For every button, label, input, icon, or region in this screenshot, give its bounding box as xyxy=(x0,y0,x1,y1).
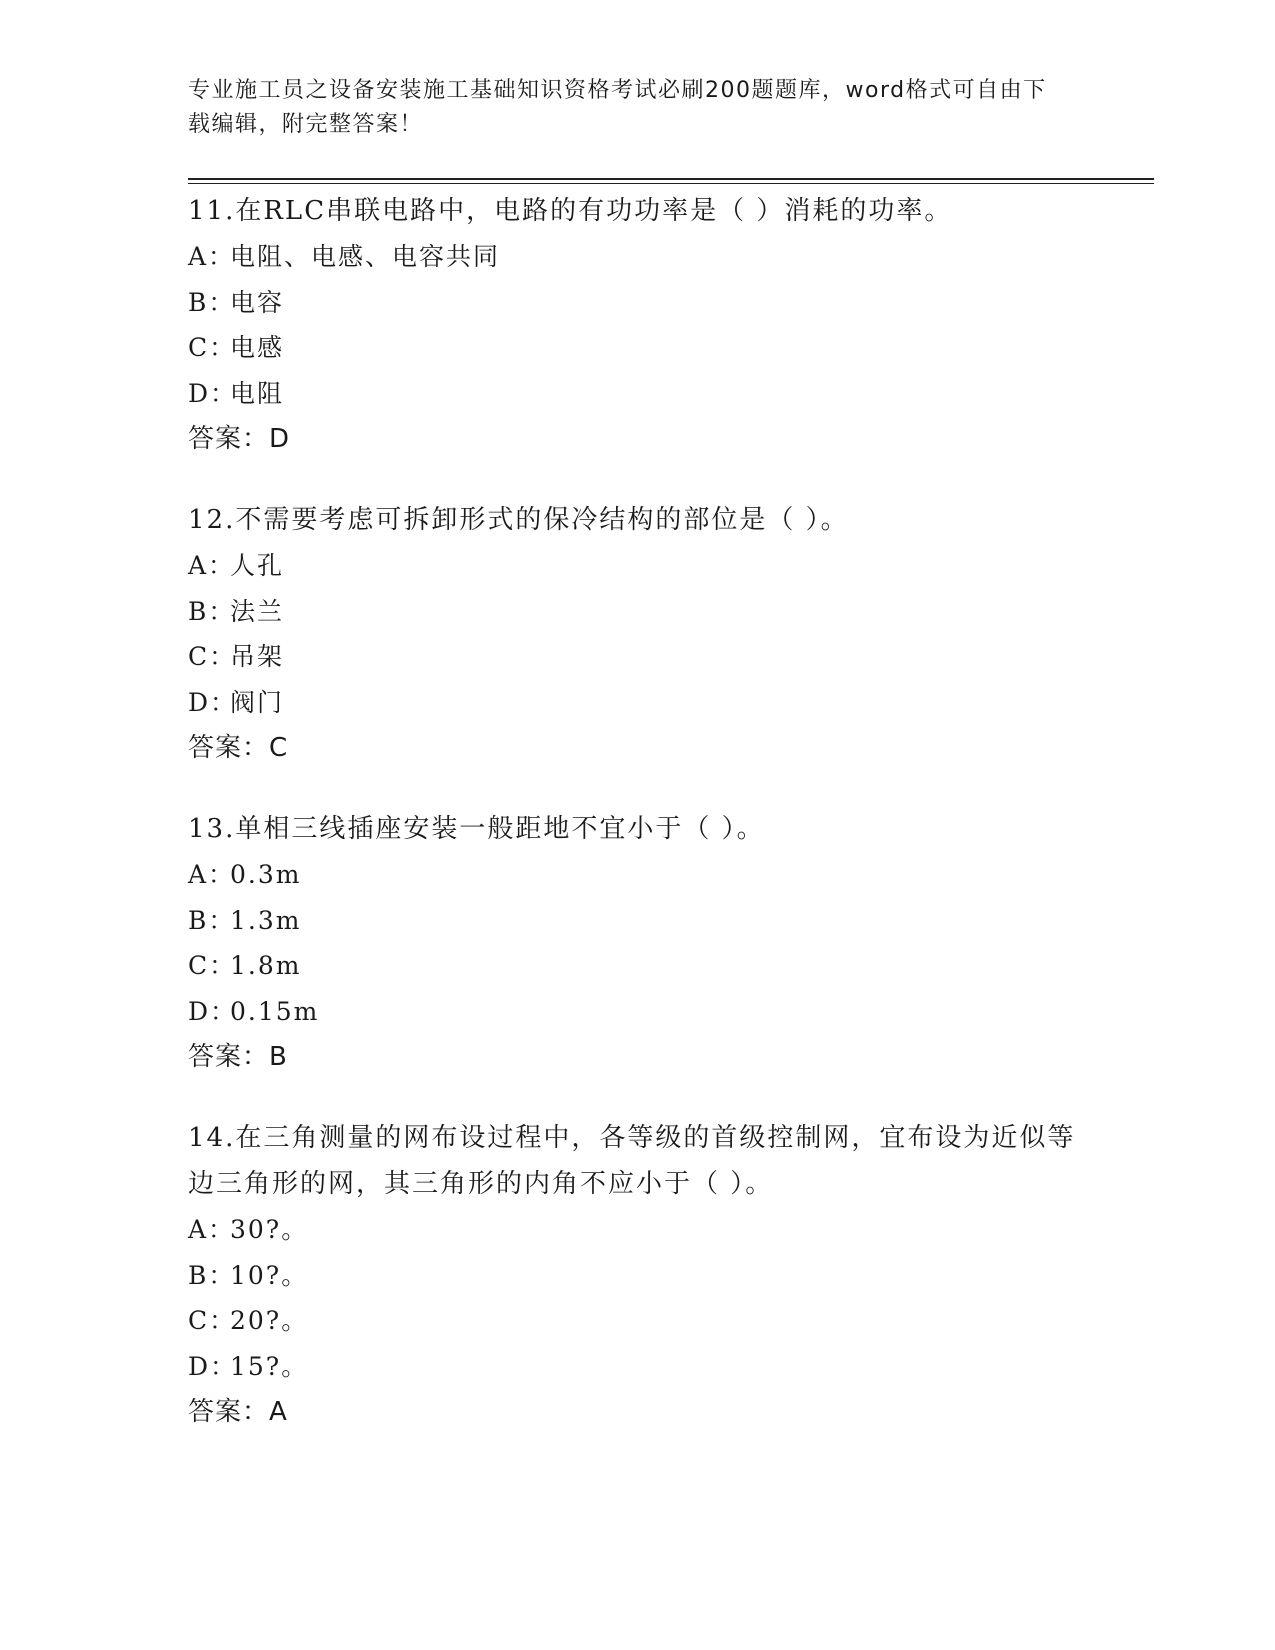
option-label: C： xyxy=(188,333,237,362)
option-text: 电容 xyxy=(230,287,285,317)
answer-option xyxy=(188,280,1088,326)
question-stem: 11.在RLC串联电路中，电路的有功功率是（ ）消耗的功率。 xyxy=(188,196,953,226)
answer-option xyxy=(188,325,1088,371)
option-label: C： xyxy=(188,951,237,980)
answer-option xyxy=(188,989,1088,1035)
question-block xyxy=(188,806,1088,1080)
question-stem: 14.在三角测量的网布设过程中，各等级的首级控制网，宜布设为近似等边三角形的网，其三角形的内角不应小于（ ）。 xyxy=(188,1123,1076,1199)
option-label: A： xyxy=(188,1215,236,1244)
option-text: 1.3m xyxy=(230,905,302,935)
answer-option xyxy=(188,234,1088,280)
answer-prefix: 答案： xyxy=(188,1042,270,1072)
answer-option xyxy=(188,543,1088,589)
answer-option xyxy=(188,852,1088,898)
option-label: C： xyxy=(188,1306,237,1335)
answer-line xyxy=(188,1034,1088,1080)
option-text: 0.15m xyxy=(230,996,320,1026)
question-stem: 12.不需要考虑可拆卸形式的保冷结构的部位是（ ）。 xyxy=(188,505,849,535)
option-label: C： xyxy=(188,642,237,671)
option-text: 人孔 xyxy=(230,551,285,580)
option-text: 吊架 xyxy=(230,642,285,671)
option-label: D： xyxy=(188,687,238,717)
header-divider-thin xyxy=(188,183,1154,184)
option-label: A： xyxy=(188,860,236,889)
option-text: 20?。 xyxy=(230,1306,309,1335)
answer-line xyxy=(188,1389,1088,1435)
answer-option xyxy=(188,371,1088,417)
option-text: 电阻 xyxy=(230,378,285,408)
answer-value: A xyxy=(269,1397,288,1427)
answer-line xyxy=(188,416,1088,462)
answer-prefix: 答案： xyxy=(188,733,270,763)
answer-line xyxy=(188,725,1088,771)
option-text: 电感 xyxy=(230,333,285,362)
answer-value: B xyxy=(269,1042,288,1072)
answer-prefix: 答案： xyxy=(188,424,270,454)
option-label: B： xyxy=(188,287,236,317)
question-block xyxy=(188,497,1088,771)
document-header: 专业施工员之设备安装施工基础知识资格考试必刷200题题库，word格式可自由下载编辑，附完整答案！ xyxy=(188,78,1047,137)
option-text: 0.3m xyxy=(230,860,302,889)
option-text: 15?。 xyxy=(230,1351,309,1381)
option-text: 法兰 xyxy=(230,596,285,626)
answer-value: C xyxy=(269,733,289,763)
option-label: A： xyxy=(188,551,236,580)
option-text: 10?。 xyxy=(230,1260,309,1290)
option-label: B： xyxy=(188,905,236,935)
option-label: D： xyxy=(188,378,238,408)
answer-option xyxy=(188,943,1088,989)
question-block xyxy=(188,188,1088,462)
answer-option xyxy=(188,680,1088,726)
answer-value: D xyxy=(269,424,291,454)
answer-option xyxy=(188,898,1088,944)
option-label: B： xyxy=(188,1260,236,1290)
answer-option xyxy=(188,1253,1088,1299)
answer-option xyxy=(188,1298,1088,1344)
answer-option xyxy=(188,589,1088,635)
header-divider-thick xyxy=(188,178,1154,180)
option-text: 阀门 xyxy=(230,687,285,717)
option-label: D： xyxy=(188,996,238,1026)
option-text: 1.8m xyxy=(230,951,302,980)
option-text: 30?。 xyxy=(230,1215,309,1244)
question-block xyxy=(188,1115,1088,1435)
question-list xyxy=(188,188,1088,1470)
answer-option xyxy=(188,1344,1088,1390)
option-text: 电阻、电感、电容共同 xyxy=(230,242,501,271)
answer-option xyxy=(188,1207,1088,1253)
option-label: D： xyxy=(188,1351,238,1381)
question-stem: 13.单相三线插座安装一般距地不宜小于（ ）。 xyxy=(188,814,765,844)
answer-option xyxy=(188,634,1088,680)
option-label: B： xyxy=(188,596,236,626)
answer-prefix: 答案： xyxy=(188,1397,270,1427)
option-label: A： xyxy=(188,242,236,271)
